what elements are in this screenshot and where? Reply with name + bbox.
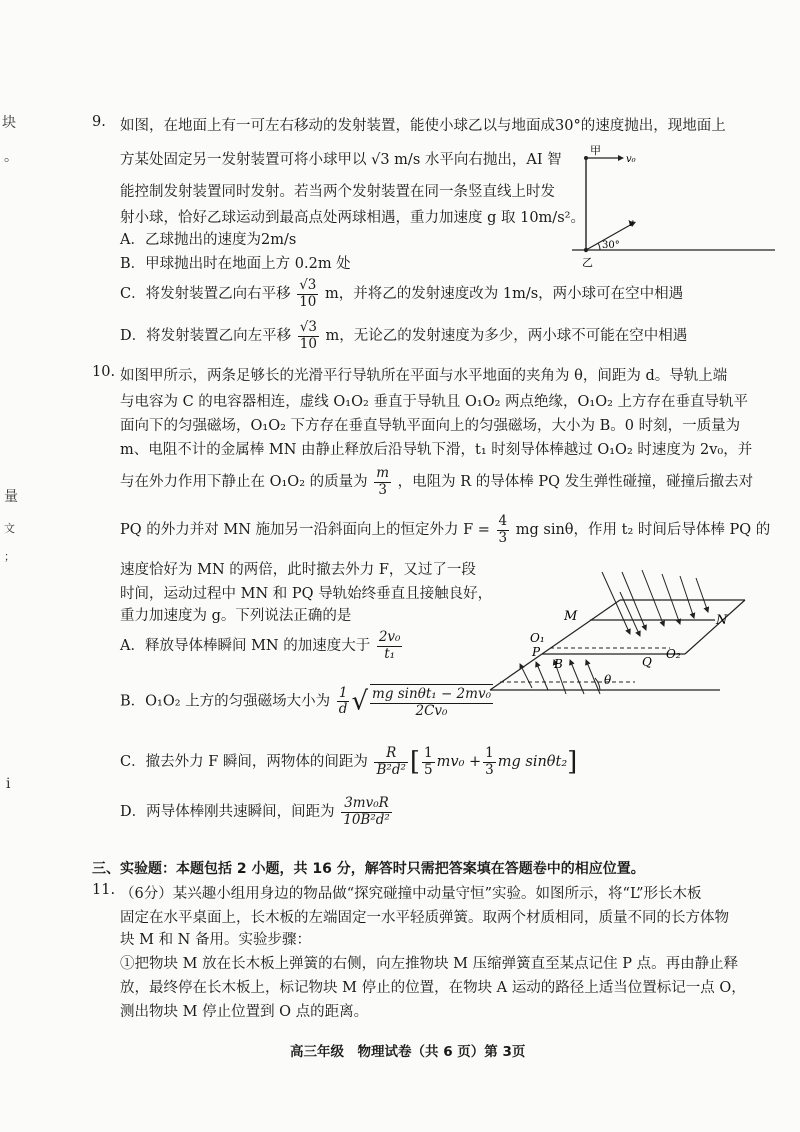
margin-glyph: 文 (4, 522, 15, 535)
q11-number: 11. (92, 882, 116, 898)
q11-line2: 固定在水平桌面上，长木板的左端固定一水平轻质弹簧。取两个材质相同，质量不同的长方体物 (120, 910, 729, 926)
label-v0: v₀ (626, 154, 636, 165)
ball-jia (584, 156, 588, 160)
label-o1: O₁ (530, 631, 545, 645)
q10-line3: 面向下的匀强磁场，O₁O₂ 下方存在垂直导轨平面向上的匀强磁场，大小为 B。0 时刻，一质量为 (120, 418, 741, 434)
q10-option-c: C．撤去外力 F 瞬间，两物体的间距为 $\frac{R}{\text{B²d²}}$ [ $\frac{1}{5}$ mv₀ + $\frac{1}{3}$ mg sinθt₂] (120, 745, 578, 778)
label-m: M (564, 609, 578, 624)
q9-option-c (120, 278, 683, 310)
label-theta: θ (604, 673, 612, 687)
q10-line2: 与电容为 C 的电容器相连，虚线 O₁O₂ 垂直于导轨且 O₁O₂ 两点绝缘，O₁O₂ 上方存在垂直导轨平 (120, 394, 749, 410)
label-p: P (532, 645, 541, 659)
margin-glyph: 量 (4, 489, 18, 505)
margin-glyph: 。 (4, 149, 18, 165)
q10-line7: 速度恰好为 MN 的两倍，此时撤去外力 F，又过了一段 (120, 562, 476, 578)
q10-line5: 与在外力作用下静止在 O₁O₂ 的质量为 $\frac{m}{3}$ ，电阻为 R 的导体棒 PQ 发生弹性碰撞，碰撞后撤去对 (120, 465, 754, 498)
margin-glyph: i (6, 776, 11, 792)
q9-c-text: C．将发射装置乙向右平移 (120, 286, 291, 303)
q11-line3: 块 M 和 N 备用。实验步骤： (120, 932, 311, 948)
q9-d-text: D．将发射装置乙向左平移 (120, 328, 292, 345)
q10-option-a: A．释放导体棒瞬间 MN 的加速度大于 $\frac{\text{2v₀}}{\text{t₁}}$ (120, 629, 401, 662)
label-jia: 甲 (590, 144, 601, 157)
v0-arrowhead (618, 155, 624, 161)
label-yi: 乙 (582, 256, 593, 269)
q10-number: 10. (92, 364, 116, 380)
rail-left (490, 600, 620, 690)
label-angle: 30° (602, 240, 620, 251)
margin-glyph: ； (4, 550, 15, 563)
q11-line6: 测出物块 M 停止位置到 O 点的距离。 (120, 1004, 369, 1020)
label-o2: O₂ (666, 647, 681, 661)
q10-line1: 如图甲所示，两条足够长的光滑平行导轨所在平面与水平地面的夹角为 θ，间距为 d。导轨上端 (120, 368, 728, 384)
q9-line3: 能控制发射装置同时发射。若当两个发射装置在同一条竖直线上时发 (120, 184, 555, 200)
q9-d-text-post: m，无论乙的发射速度为多少，两小球不可能在空中相遇 (325, 328, 688, 345)
section-heading: 三、实验题：本题包括 2 小题，共 16 分，解答时只需把答案填在答题卷中的相应位置。 (92, 861, 645, 877)
rail-right (685, 600, 745, 654)
q9-d-fraction: $\frac{√3}{10}$ (299, 319, 317, 352)
label-v: v (628, 218, 634, 229)
page-footer: 高三年级 物理试卷（共 6 页）第 3页 (290, 1044, 526, 1060)
q10-line8: 时间，运动过程中 MN 和 PQ 导轨始终垂直且接触良好， (120, 586, 493, 602)
q9-c-text-post: m，并将乙的发射速度改为 1m/s，两小球可在空中相遇 (325, 286, 684, 303)
label-b: B (554, 657, 563, 671)
q10-option-b: B．O₁O₂ 上方的匀强磁场大小为 $\frac{1}{d}$ √ $\frac{\text{mg sinθt₁ − 2mv₀}}{\text{2Cv₀}}$ (120, 684, 491, 719)
q9-option-b: B．甲球抛出时在地面上方 0.2m 处 (120, 256, 351, 272)
angle-arc (598, 243, 600, 250)
q10-figure (480, 564, 780, 724)
q9-number: 9. (92, 114, 106, 130)
q9-line1: 如图，在地面上有一可左右移动的发射装置，能使小球乙以与地面成30°的速度抛出，现地面上 (120, 118, 726, 134)
q9-figure (560, 140, 780, 270)
q11-line4: ①把物块 M 放在长木板上弹簧的右侧，向左推物块 M 压缩弹簧直至某点记住 P 点。再由静止释 (120, 956, 739, 972)
margin-glyph: 块 (2, 115, 16, 131)
q10-line6: PQ 的外力并对 MN 施加另一沿斜面向上的恒定外力 F = $\frac{4}{3}$ mg sinθ，作用 t₂ 时间后导体棒 PQ 的 (120, 513, 771, 546)
q9-option-a: A．乙球抛出的速度为2m/s (120, 232, 297, 248)
q11-line5: 放，最终停在长木板上，标记物块 M 停止的位置，在物块 A 运动的路径上适当位置标记一点 O， (120, 980, 746, 996)
q9-option-d (120, 320, 687, 352)
q9-line4: 射小球，恰好乙球运动到最高点处两球相遇，重力加速度 g 取 10m/s²。 (120, 210, 585, 226)
q9-line2: 方某处固定另一发射装置可将小球甲以 √3 m/s 水平向右抛出，AI 智 (120, 152, 562, 168)
q10-line9: 重力加速度为 g。下列说法正确的是 (120, 608, 352, 624)
q10-option-d: D．两导体棒刚共速瞬间，间距为 $\frac{\text{3mv₀R}}{\text{10B²d²}}$ (120, 795, 390, 828)
q10-line4: m、电阻不计的金属棒 MN 由静止释放后沿导轨下滑，t₁ 时刻导体棒越过 O₁O₂ 时速度为 2v₀，并 (120, 442, 753, 458)
ball-yi (584, 248, 588, 252)
q11-line1: （6分）某兴趣小组用身边的物品做“探究碰撞中动量守恒”实验。如图所示，将“L”形长木板 (120, 886, 702, 902)
q9-c-fraction: $\frac{√3}{10}$ (299, 277, 317, 310)
label-n: N (716, 613, 728, 628)
label-q: Q (642, 655, 652, 669)
